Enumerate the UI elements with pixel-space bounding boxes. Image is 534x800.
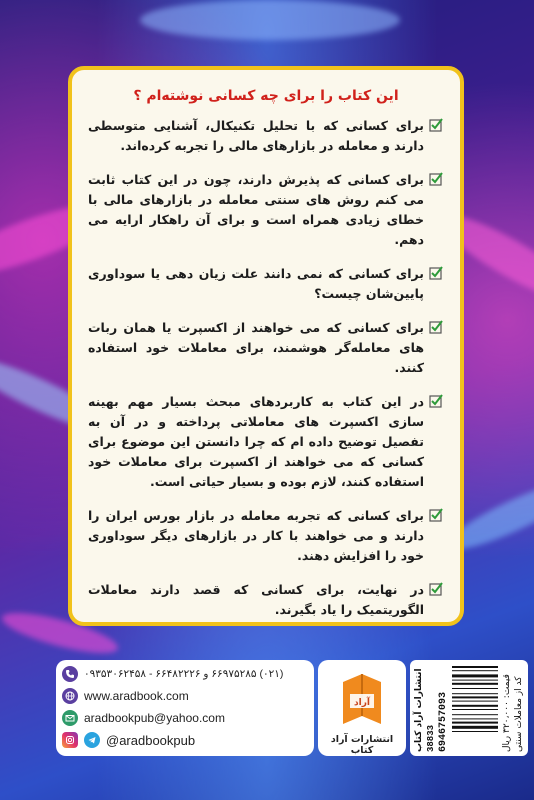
publisher-name: انتشارات آراد کتاب: [330, 734, 394, 756]
publisher-logo-text: آراد: [354, 698, 370, 708]
audience-item: [88, 506, 444, 566]
contact-email-row: [62, 708, 225, 728]
audience-item-text: برای کسانی که با تحلیل تکنیکال، آشنایی متوسطی دارند و معامله در بازارهای مالی را تجربه کرده‌اند.: [88, 118, 424, 153]
barcode-publisher: انتشارات آراد کتاب: [414, 668, 424, 752]
globe-icon: [62, 688, 78, 704]
telegram-icon: [84, 732, 100, 748]
audience-item-text: برای کسانی که می خواهند از اکسپرت یا همان ربات های معامله‌گر هوشمند، برای معاملات خود استفاده کنند.: [88, 320, 424, 375]
barcode-bar: [452, 666, 498, 668]
audience-item: [88, 580, 444, 620]
back-cover-footer: [56, 660, 534, 800]
contact-phone: (۰۲۱) ۶۶۹۷۵۲۸۵ و ۶۶۴۸۲۲۲۶ - ۰۹۳۵۳۰۶۲۴۵۸: [84, 668, 284, 680]
barcode-label: [410, 660, 528, 756]
contact-email[interactable]: aradbookpub@yahoo.com: [84, 711, 225, 725]
barcode-text-group: [414, 664, 449, 752]
barcode-bar: [452, 688, 498, 689]
barcode-bar: [452, 709, 498, 710]
panel-title: این کتاب را برای چه کسانی نوشته‌ام ؟: [133, 88, 399, 104]
checkmark-icon: [428, 581, 444, 597]
checkmark-icon: [428, 117, 444, 133]
audience-item-text: برای کسانی که تجربه معامله در بازار بورس ایران را دارند و می خواهند با کار در بازارهای دیگر سوداوری خود را افزایش دهند.: [88, 508, 424, 563]
checkmark-icon: [428, 265, 444, 281]
mail-icon: [62, 710, 78, 726]
audience-item-text: برای کسانی که نمی دانند علت زیان دهی یا سوداوری پایین‌شان چیست؟: [88, 266, 424, 301]
instagram-icon: [62, 732, 78, 748]
contact-social[interactable]: @aradbookpub: [106, 732, 196, 748]
audience-item-text: در این کتاب به کاربردهای مبحث بسیار مهم بهینه سازی اکسپرت های معاملاتی پرداخته و در آن به تفصیل توضیح داده ام که چرا دانستن این موضوع برای کسانی که می خواهند از اکسپرت برای معاملات خود استفاده کنند، لازم بوده و بسیار حیاتی است.: [88, 394, 424, 489]
barcode-bar: [452, 718, 498, 719]
barcode-bar: [452, 701, 498, 702]
barcode-bar: [452, 670, 498, 671]
barcode-bar: [452, 722, 498, 724]
barcode-bar: [452, 696, 498, 698]
contact-web-row: [62, 686, 189, 706]
barcode-bar: [452, 674, 498, 677]
audience-item-text: برای کسانی که پذیرش دارند، چون در این کتاب ثابت می کنم روش های سنتی معامله در بازارهای مالی با خطای زیادی همراه است و برای آن راهکار ارایه می دهم.: [88, 172, 424, 247]
contact-social-row: [62, 730, 195, 750]
contact-phone-row: [62, 664, 283, 684]
barcode-bar: [452, 693, 498, 694]
barcode-bar: [452, 714, 498, 715]
barcode-price: قیمت: ۳۲۰،۰۰۰ ریال: [502, 674, 512, 752]
barcode-bar: [452, 680, 498, 681]
checkmark-icon: [428, 507, 444, 523]
contact-website[interactable]: www.aradbook.com: [84, 689, 189, 703]
barcode-title: کد از معاملات سنتی: [514, 676, 524, 752]
audience-list: [88, 116, 444, 620]
contact-box: [56, 660, 314, 756]
checkmark-icon: [428, 171, 444, 187]
checkmark-icon: [428, 319, 444, 335]
audience-item-text: در نهایت، برای کسانی که قصد دارند معاملات الگوریتمیک را یاد بگیرند.: [88, 582, 424, 617]
barcode-bar: [452, 731, 498, 732]
audience-item: [88, 318, 444, 378]
barcode-isbn: 6946757093: [438, 691, 449, 752]
publisher-box: [318, 660, 406, 756]
audience-item: [88, 170, 444, 250]
publisher-logo: [337, 672, 387, 728]
barcode-bar: [452, 705, 498, 707]
audience-item: [88, 264, 444, 304]
barcode-info-group: [502, 664, 524, 752]
light-streak: [140, 0, 400, 40]
phone-icon: [62, 666, 78, 682]
barcode-id: 38833: [426, 724, 436, 752]
audience-item: [88, 392, 444, 492]
description-panel: [68, 66, 464, 626]
checkmark-icon: [428, 393, 444, 409]
barcode-bar: [452, 683, 498, 685]
barcode-bar: [452, 726, 498, 729]
audience-item: [88, 116, 444, 156]
